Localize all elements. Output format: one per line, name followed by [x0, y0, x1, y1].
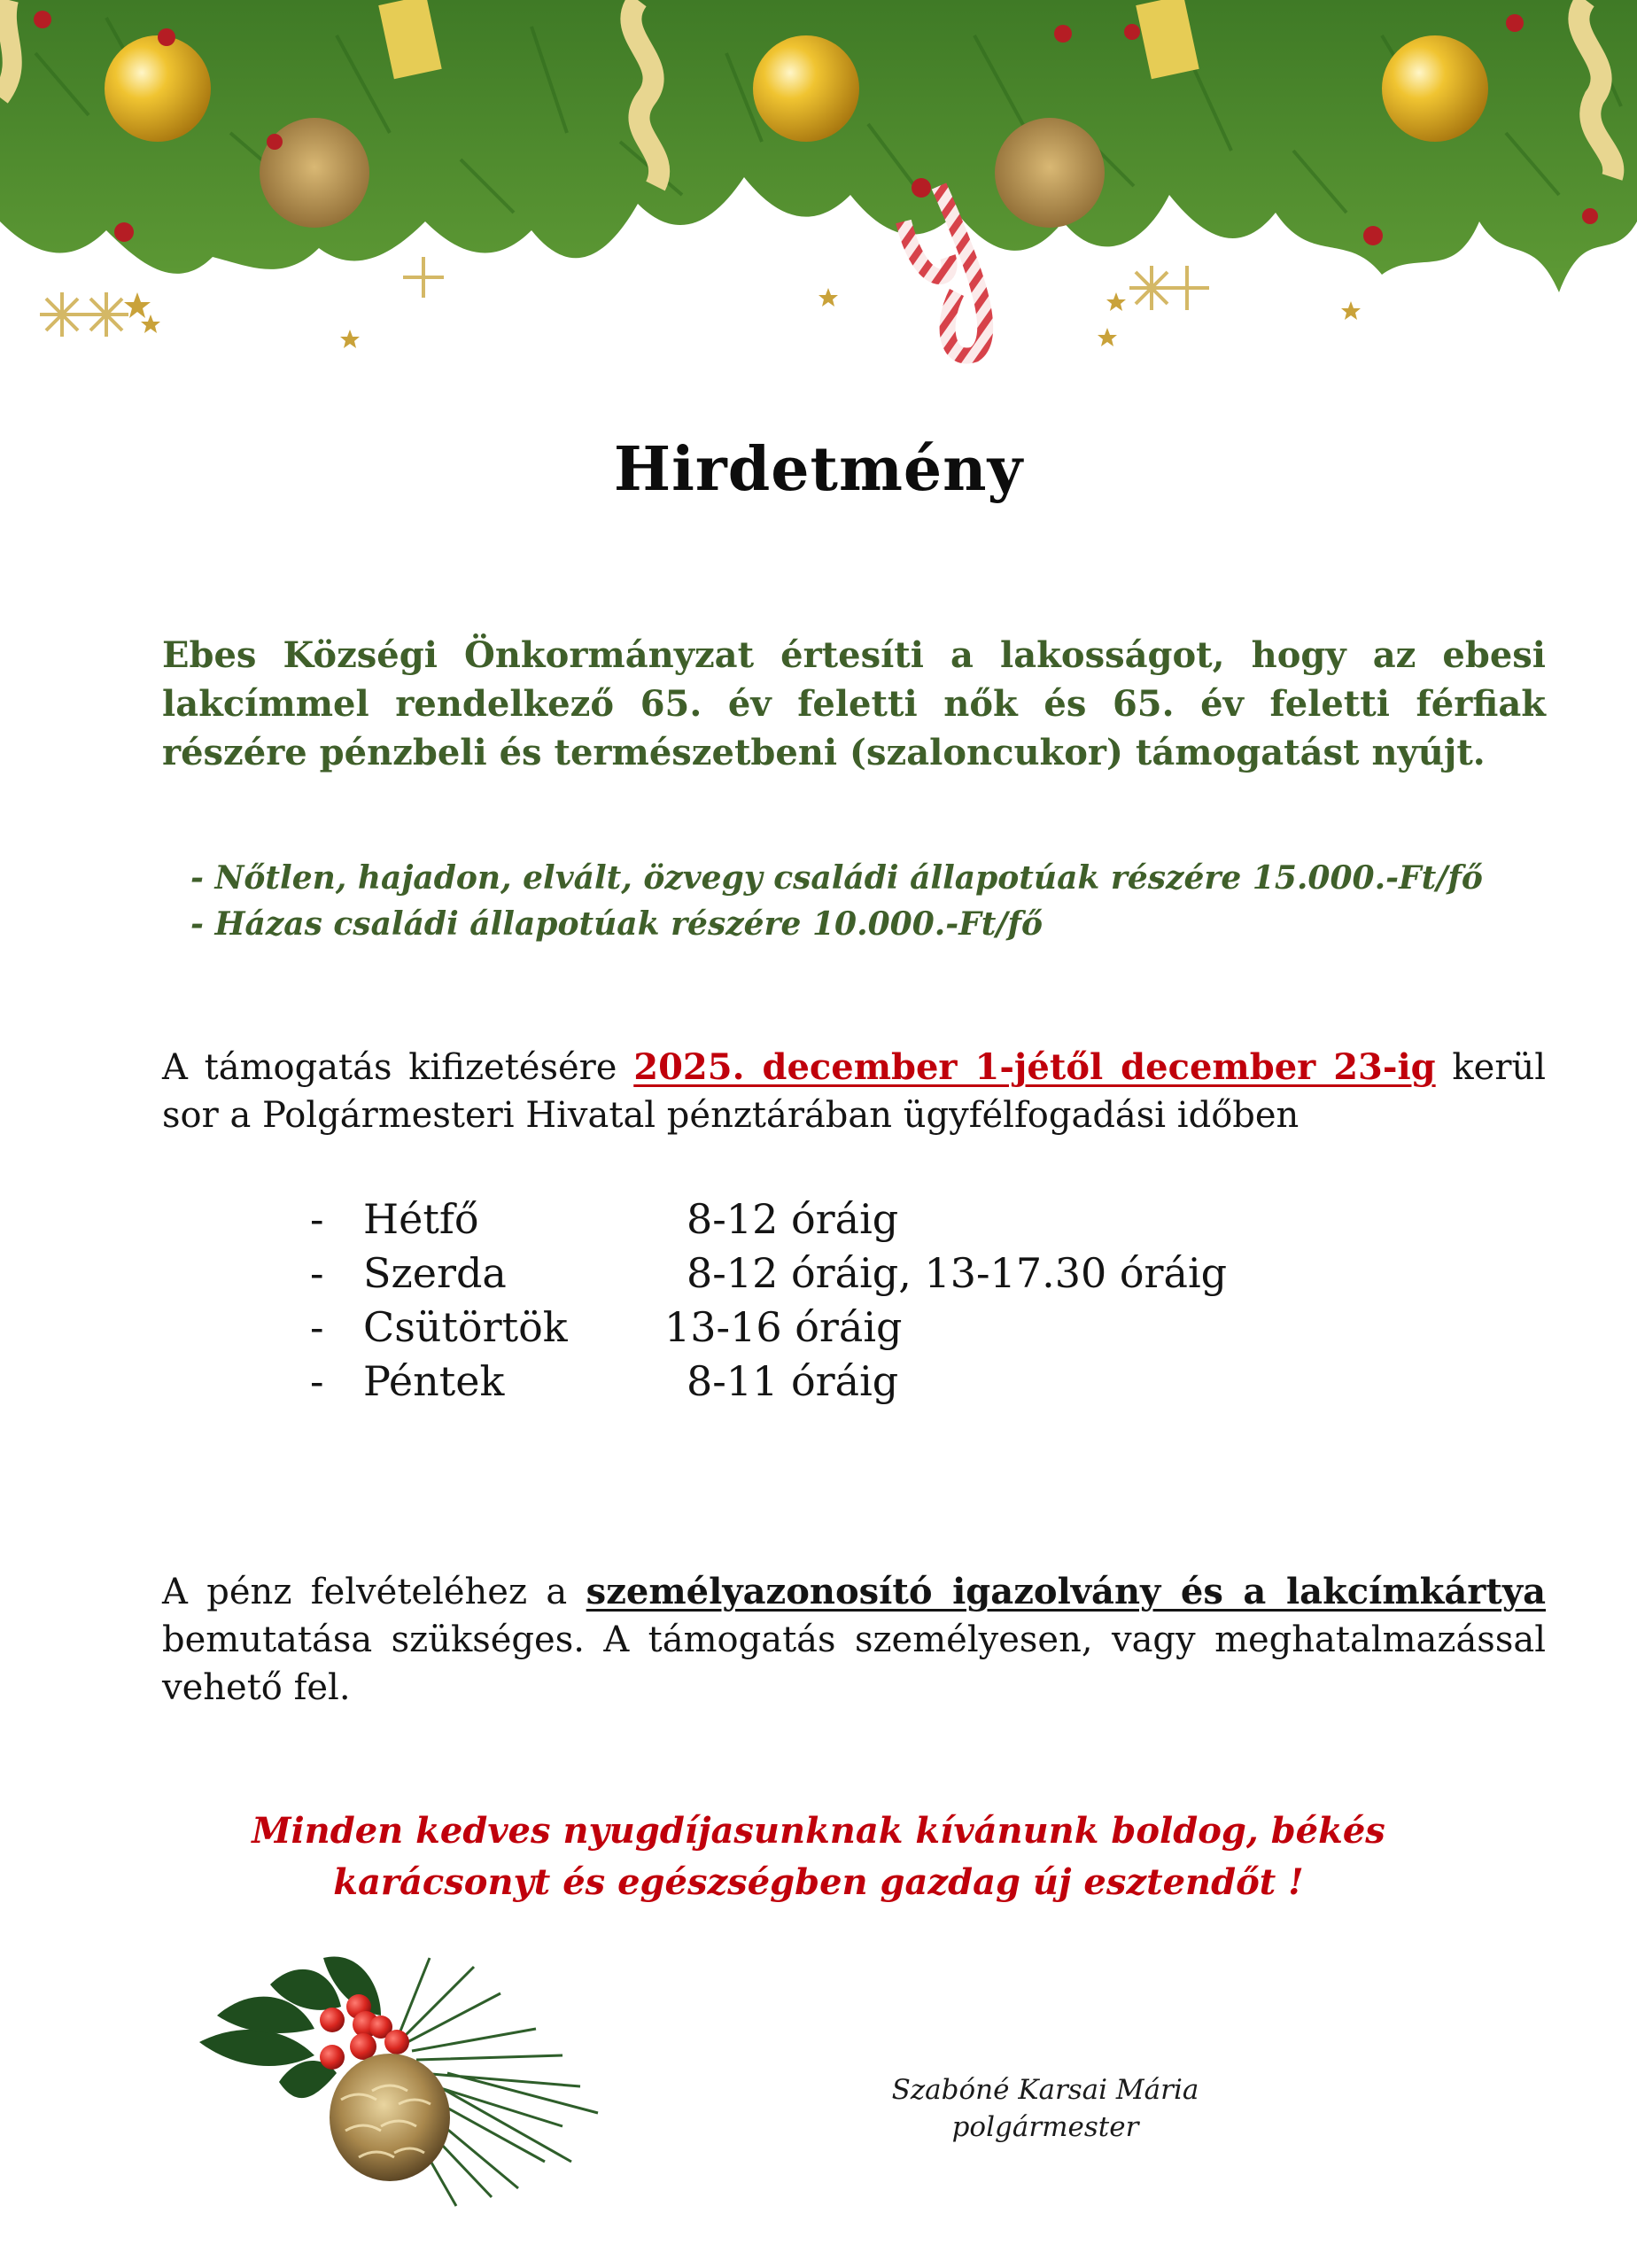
gold-snowflakes [40, 257, 1209, 337]
documents-text-suffix: bemutatása szükséges. A támogatás személyesen, vagy meghatalmazással vehető fel. [162, 1619, 1546, 1708]
list-dash: - [310, 1249, 324, 1297]
greeting-line: Minden kedves nyugdíjasunknak kívánunk boldog, békés [252, 1810, 1385, 1852]
hours-day: Hétfő [363, 1195, 479, 1243]
pinecone [330, 2054, 450, 2181]
hours-time: 13-16 óráig [664, 1303, 903, 1351]
gold-bauble [1382, 35, 1488, 142]
hours-time: 8-12 óráig [687, 1195, 899, 1243]
intro-paragraph: Ebes Községi Önkormányzat értesíti a lakosságot, hogy az ebesi lakcímmel rendelkező 65. év feletti nők és 65. év feletti férfiak részére pénzbeli és természetbeni (szaloncukor) támogatást nyújt. [162, 634, 1546, 773]
hours-day: Szerda [363, 1249, 507, 1297]
payment-text-suffix: kerül sor a Polgármesteri Hivatal pénztárában ügyfélfogadási időben [162, 1047, 1546, 1136]
pinecone [995, 118, 1105, 228]
hours-time: 8-12 óráig, 13-17.30 óráig [687, 1249, 1228, 1297]
hours-day: Péntek [363, 1357, 505, 1405]
required-documents: személyazonosító igazolvány és a lakcímkártya [586, 1571, 1546, 1612]
rate-item-single: - Nőtlen, hajadon, elvált, özvegy családi állapotúak részére 15.000.-Ft/fő [190, 859, 1483, 897]
support-rates-list [190, 855, 1572, 947]
payment-paragraph [162, 1044, 1546, 1139]
required-documents-paragraph [162, 1568, 1546, 1712]
signature-block [780, 2071, 1311, 2146]
gold-stars [124, 288, 1361, 348]
holiday-greeting [0, 1806, 1637, 1908]
gold-bauble [105, 35, 211, 142]
signatory-role: polgármester [951, 2111, 1139, 2143]
christmas-garland-image [0, 0, 1637, 372]
greeting-line: karácsonyt és egészségben gazdag új esztendőt ! [333, 1861, 1304, 1903]
rate-item-married: - Házas családi állapotúak részére 10.000.-Ft/fő [190, 905, 1043, 943]
list-dash: - [310, 1195, 324, 1243]
list-dash: - [310, 1357, 324, 1405]
documents-text-prefix: A pénz felvételéhez a [162, 1572, 586, 1612]
hours-time: 8-11 óráig [687, 1357, 899, 1405]
gold-ribbon [0, 0, 12, 97]
payment-date-range: 2025. december 1-jétől december 23-ig [633, 1046, 1436, 1088]
list-dash: - [310, 1303, 324, 1351]
page-title: Hirdetmény [613, 434, 1024, 505]
payment-text-prefix: A támogatás kifizetésére [162, 1047, 634, 1088]
pine-sprig-image [182, 1931, 616, 2259]
signatory-name: Szabóné Karsai Mária [891, 2074, 1199, 2106]
hours-day: Csütörtök [363, 1303, 568, 1351]
gold-bauble [753, 35, 859, 142]
